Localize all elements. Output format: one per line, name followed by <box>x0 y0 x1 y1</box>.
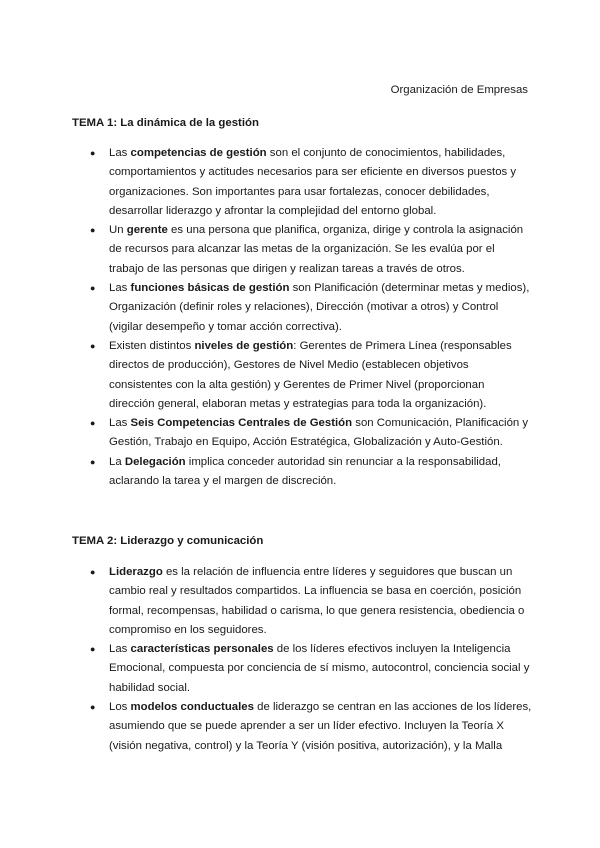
bullet-icon: ● <box>90 283 96 294</box>
bullet-icon: ● <box>90 702 96 713</box>
tema-2-bullet-list <box>72 563 532 756</box>
bullet-icon: ● <box>90 567 96 577</box>
bullet-icon: ● <box>90 456 96 467</box>
list-item: ● Las características personales de los líderes efectivos incluyen la Inteligencia Emocional, compuesta por conciencia de sí mismo, autocontrol, conciencia social y habilidad social. <box>72 640 532 698</box>
list-item: ● Existen distintos niveles de gestión: Gerentes de Primera Línea (responsables directos de producción), Gestores de Nivel Medio (establecen objetivos consistentes con la alta gestión) y Gerentes de Primer Nivel (proporcionan dirección general, elaboran metas y estrategias para toda la organización). <box>72 337 532 414</box>
list-item: ● Los modelos conductuales de liderazgo se centran en las acciones de los líderes, asumiendo que se puede aprender a ser un líder efectivo. Incluyen la Teoría X (visión negativa, control) y la Teoría Y (visión positiva, autorización), y la Malla <box>72 698 532 756</box>
list-item: ● Un gerente es una persona que planifica, organiza, dirige y controla la asignación de recursos para alcanzar las metas de la organización. Se les evalúa por el trabajo de las personas que dirigen y realizan tareas a través de otros. <box>72 221 532 279</box>
bullet-icon: ● <box>90 340 96 351</box>
list-item: ● Las competencias de gestión son el conjunto de conocimientos, habilidades, comportamientos y actitudes necesarios para ser eficiente en diversos puestos y organizaciones. Son importantes para usar fortalezas, conocer debilidades, desarrollar liderazgo y afrontar la complejidad del entorno global. <box>72 144 532 221</box>
bullet-icon: ● <box>90 148 96 158</box>
section-title-tema-2: TEMA 2: Liderazgo y comunicación <box>72 535 264 547</box>
bullet-icon: ● <box>90 418 96 429</box>
list-item: ● La Delegación implica conceder autoridad sin renunciar a la responsabilidad, aclarando la tarea y el margen de discreción. <box>72 453 532 492</box>
bullet-icon: ● <box>90 225 96 236</box>
list-item: ● Las funciones básicas de gestión son Planificación (determinar metas y medios), Organización (definir roles y relaciones), Dirección (motivar a otros) y Control (vigilar desempeño y tomar acción correctiva). <box>72 279 532 337</box>
list-item: ● Las Seis Competencias Centrales de Gestión son Comunicación, Planificación y Gestión, Trabajo en Equipo, Acción Estratégica, Globalización y Auto-Gestión. <box>72 414 532 453</box>
course-header: Organización de Empresas <box>390 84 528 96</box>
tema-1-bullet-list <box>72 144 532 491</box>
section-title-tema-1: TEMA 1: La dinámica de la gestión <box>72 117 259 129</box>
bullet-icon: ● <box>90 644 96 655</box>
list-item: ● Liderazgo es la relación de influencia entre líderes y seguidores que buscan un cambio real y resultados compartidos. La influencia se basa en coerción, posición formal, recompensas, habilidad o carisma, lo que genera resistencia, obediencia o compromiso en los seguidores. <box>72 563 532 640</box>
